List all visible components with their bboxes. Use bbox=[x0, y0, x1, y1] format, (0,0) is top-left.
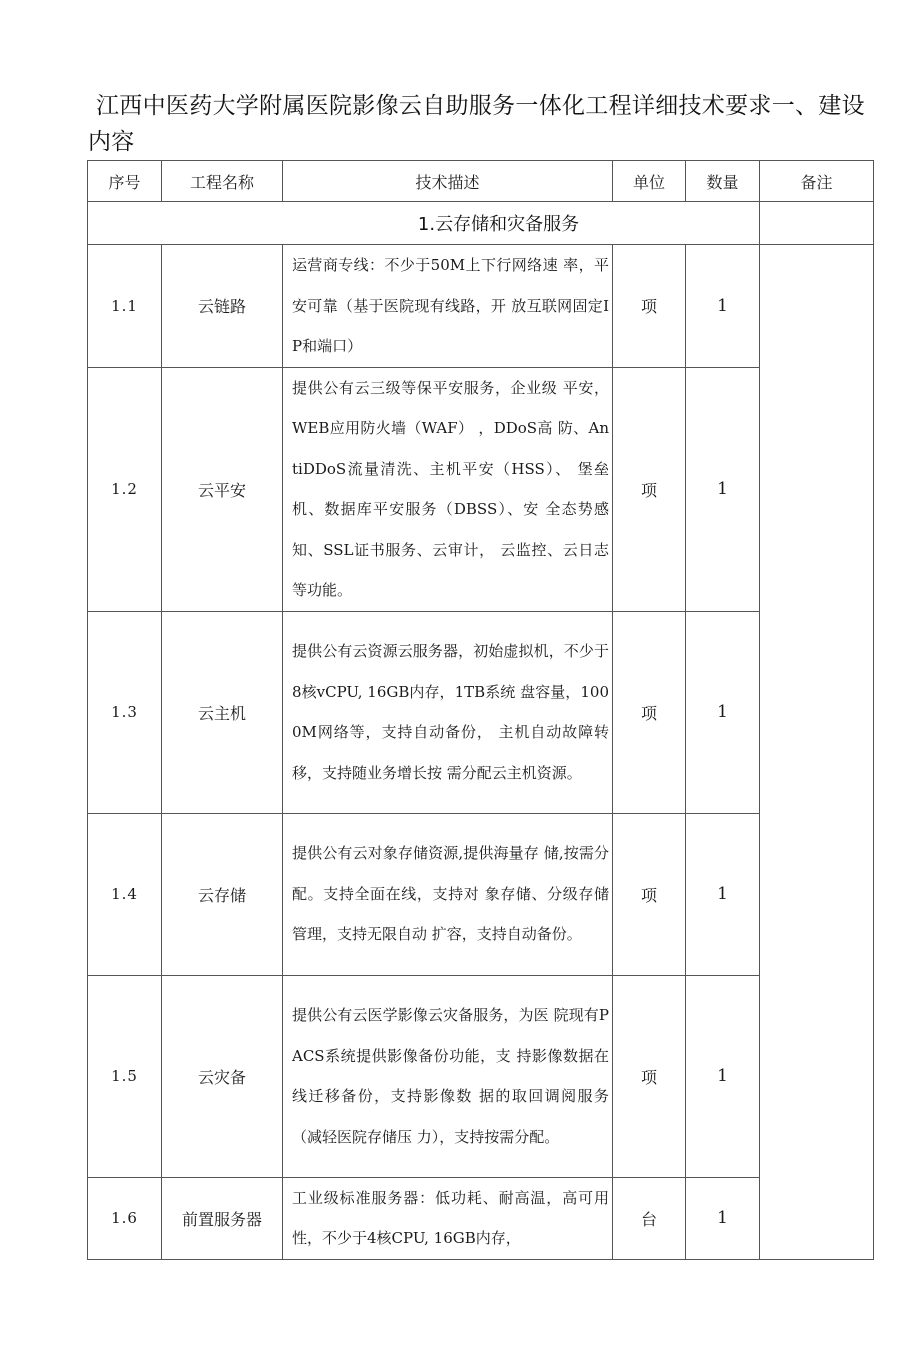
row-quantity: 1 bbox=[686, 975, 760, 1177]
row-unit: 台 bbox=[613, 1177, 686, 1259]
table-row bbox=[88, 975, 874, 1177]
row-description: 提供公有云三级等保平安服务，企业级 平安，WEB应用防火墙（WAF） ，DDoS高 防、AntiDDoS流量清洗、主机平安（HSS）、 堡垒机、数据库平安服务（DBSS）、安 全态势感知、SSL证书服务、云审计， 云监控、云日志等功能。 bbox=[283, 367, 613, 611]
header-unit: 单位 bbox=[613, 161, 686, 202]
row-quantity: 1 bbox=[686, 245, 760, 368]
row-description: 提供公有云医学影像云灾备服务，为医 院现有PACS系统提供影像备份功能，支 持影像数据在线迁移备份，支持影像数 据的取回调阅服务（减轻医院存储压 力），支持按需分配。 bbox=[283, 975, 613, 1177]
requirements-table bbox=[87, 160, 874, 1260]
table-header-row bbox=[88, 161, 874, 202]
header-no: 序号 bbox=[88, 161, 162, 202]
row-name: 前置服务器 bbox=[162, 1177, 283, 1259]
row-unit: 项 bbox=[613, 975, 686, 1177]
row-no: 1.6 bbox=[88, 1177, 162, 1259]
table-row bbox=[88, 245, 874, 368]
row-name: 云平安 bbox=[162, 367, 283, 611]
row-name: 云存储 bbox=[162, 813, 283, 975]
row-unit: 项 bbox=[613, 611, 686, 813]
section-row bbox=[88, 202, 874, 245]
row-no: 1.1 bbox=[88, 245, 162, 368]
row-name: 云主机 bbox=[162, 611, 283, 813]
table-row bbox=[88, 611, 874, 813]
header-quantity: 数量 bbox=[686, 161, 760, 202]
row-unit: 项 bbox=[613, 367, 686, 611]
row-description: 工业级标准服务器：低功耗、耐高温，高可用性，不少于4核CPU, 16GB内存， bbox=[283, 1177, 613, 1259]
section-note-cell bbox=[760, 202, 874, 245]
row-quantity: 1 bbox=[686, 1177, 760, 1259]
document-title: 江西中医药大学附属医院影像云自助服务一体化工程详细技术要求一、建设内容 bbox=[88, 93, 865, 155]
row-quantity: 1 bbox=[686, 367, 760, 611]
row-no: 1.3 bbox=[88, 611, 162, 813]
table-row bbox=[88, 813, 874, 975]
row-unit: 项 bbox=[613, 813, 686, 975]
row-no: 1.5 bbox=[88, 975, 162, 1177]
row-description: 提供公有云对象存储资源,提供海量存 储,按需分配。支持全面在线，支持对 象存储、分级存储管理，支持无限自动 扩容，支持自动备份。 bbox=[283, 813, 613, 975]
header-name: 工程名称 bbox=[162, 161, 283, 202]
row-no: 1.2 bbox=[88, 367, 162, 611]
row-quantity: 1 bbox=[686, 611, 760, 813]
row-no: 1.4 bbox=[88, 813, 162, 975]
section-title: 1.云存储和灾备服务 bbox=[88, 202, 760, 245]
table-row bbox=[88, 1177, 874, 1259]
header-note: 备注 bbox=[760, 161, 874, 202]
row-quantity: 1 bbox=[686, 813, 760, 975]
row-unit: 项 bbox=[613, 245, 686, 368]
row-description: 运营商专线：不少于50M上下行网络速 率，平安可靠（基于医院现有线路，开 放互联网固定IP和端口） bbox=[283, 245, 613, 368]
header-description: 技术描述 bbox=[283, 161, 613, 202]
row-name: 云灾备 bbox=[162, 975, 283, 1177]
row-note bbox=[760, 245, 874, 1260]
table-row bbox=[88, 367, 874, 611]
row-name: 云链路 bbox=[162, 245, 283, 368]
row-description: 提供公有云资源云服务器，初始虚拟机，不少于8核vCPU, 16GB内存，1TB系统 盘容量，1000M网络等，支持自动备份， 主机自动故障转移，支持随业务增长按 需分配云主机资源。 bbox=[283, 611, 613, 813]
